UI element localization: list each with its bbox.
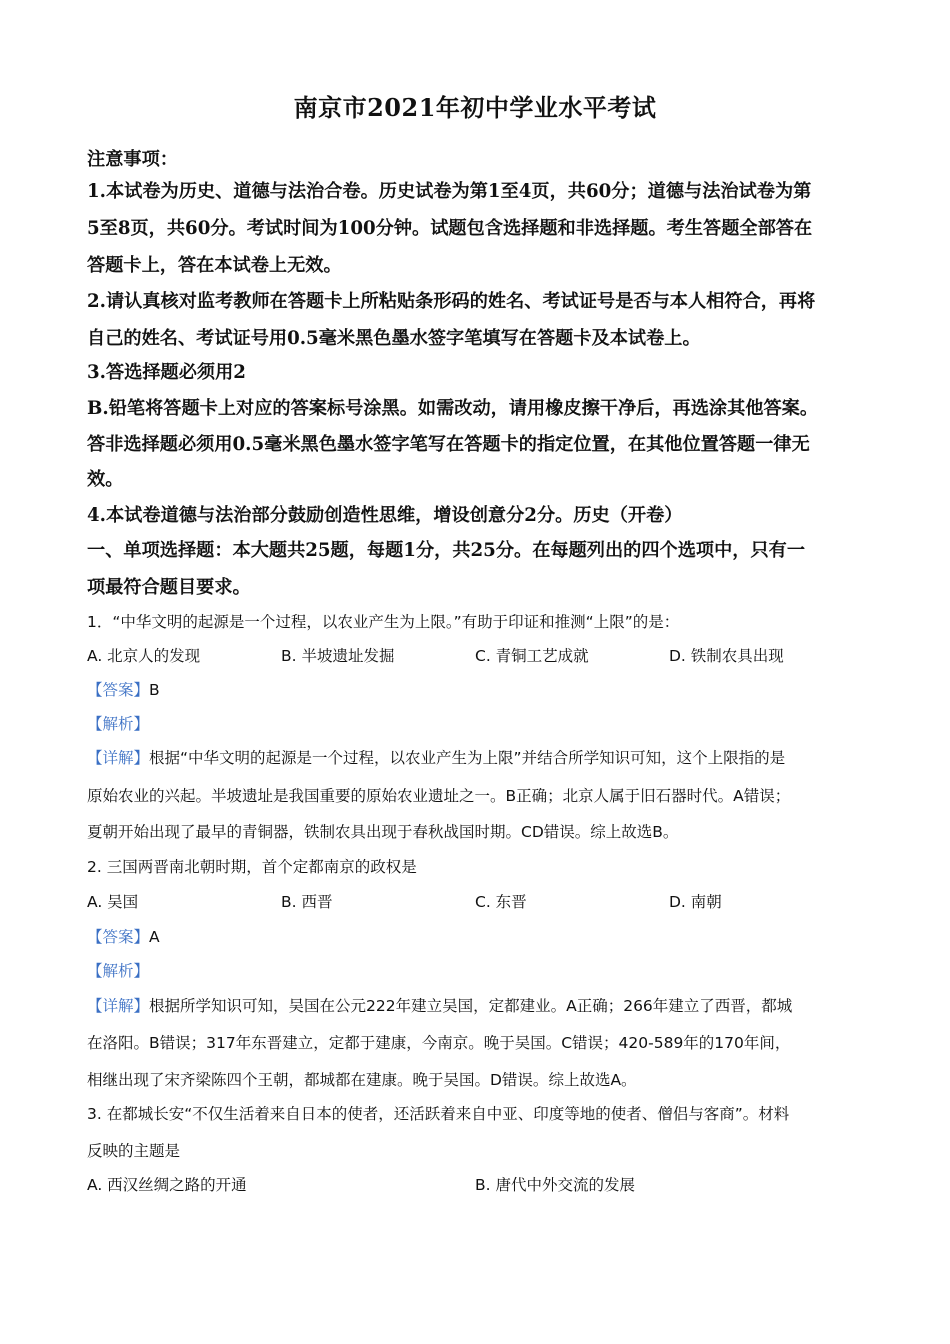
notes-line: 答题卡上，答在本试卷上无效。 (87, 255, 342, 276)
section-header: 项最符合题目要求。 (87, 577, 251, 598)
detail-line: 原始农业的兴起。半坡遗址是我国重要的原始农业遗址之一。B正确；北京人属于旧石器时代。A错误； (87, 787, 791, 805)
answer-tag: 【答案】 (87, 928, 150, 946)
page-title: 南京市2021年初中学业水平考试 (293, 93, 657, 122)
notes-line: 4.本试卷道德与法治部分鼓励创造性思维，增设创意分2分。历史（开卷） (87, 505, 683, 526)
option-b: B. 半坡遗址发掘 (281, 647, 395, 665)
detail-tag: 【详解】 (87, 997, 150, 1015)
notes-line: 效。 (87, 469, 124, 490)
detail-tag: 【详解】 (87, 749, 150, 767)
answer-value: A (149, 928, 160, 946)
option-c: C. 东晋 (475, 893, 527, 911)
detail-text: 根据所学知识可知，吴国在公元222年建立吴国，定都建业。A正确；266年建立了西晋，都城 (149, 997, 793, 1015)
section-header: 一、单项选择题：本大题共25题，每题1分，共25分。在每题列出的四个选项中，只有一 (87, 540, 806, 561)
notes-line: B.铅笔将答题卡上对应的答案标号涂黑。如需改动，请用橡皮擦干净后，再选涂其他答案。 (87, 398, 819, 419)
option-d: D. 铁制农具出现 (669, 647, 784, 665)
notes-line: 自己的姓名、考试证号用0.5毫米黑色墨水签字笔填写在答题卡及本试卷上。 (87, 328, 701, 349)
question-stem: 1．“中华文明的起源是一个过程，以农业产生为上限。”有助于印证和推测“上限”的是： (87, 613, 680, 631)
notes-line: 1.本试卷为历史、道德与法治合卷。历史试卷为第1至4页，共60分；道德与法治试卷为第 (87, 181, 812, 202)
detail-line: 相继出现了宋齐梁陈四个王朝，都城都在建康。晚于吴国。D错误。综上故选A。 (87, 1071, 637, 1089)
option-c: C. 青铜工艺成就 (475, 647, 589, 665)
question-stem: 反映的主题是 (87, 1142, 181, 1160)
notes-line: 2.请认真核对监考教师在答题卡上所粘贴条形码的姓名、考试证号是否与本人相符合，再将 (87, 291, 816, 312)
analysis-tag: 【解析】 (87, 962, 150, 980)
option-d: D. 南朝 (669, 893, 722, 911)
detail-line: 夏朝开始出现了最早的青铜器，铁制农具出现于春秋战国时期。CD错误。综上故选B。 (87, 823, 679, 841)
option-a: A. 吴国 (87, 893, 139, 911)
answer-line (87, 925, 160, 947)
option-b: B. 唐代中外交流的发展 (475, 1176, 635, 1194)
analysis-tag: 【解析】 (87, 715, 150, 733)
notes-line: 5至8页，共60分。考试时间为100分钟。试题包含选择题和非选择题。考生答题全部答在 (87, 218, 813, 239)
detail-line: 在洛阳。B错误；317年东晋建立，定都于建康，今南京。晚于吴国。C错误；420-589年的170年间， (87, 1034, 791, 1052)
notes-line: 3.答选择题必须用2 (87, 362, 246, 383)
option-b: B. 西晋 (281, 893, 333, 911)
detail-text: 根据“中华文明的起源是一个过程，以农业产生为上限”并结合所学知识可知，这个上限指的是 (149, 749, 786, 767)
notes-heading: 注意事项： (87, 149, 178, 170)
detail-line (87, 746, 785, 768)
answer-tag: 【答案】 (87, 681, 150, 699)
detail-line (87, 994, 792, 1016)
question-stem: 3. 在都城长安“不仅生活着来自日本的使者，还活跃着来自中亚、印度等地的使者、僧侣与客商”。材料 (87, 1105, 790, 1123)
answer-value: B (149, 681, 160, 699)
question-stem: 2. 三国两晋南北朝时期，首个定都南京的政权是 (87, 858, 417, 876)
option-a: A. 北京人的发现 (87, 647, 201, 665)
answer-line (87, 678, 160, 700)
option-a: A. 西汉丝绸之路的开通 (87, 1176, 247, 1194)
notes-line: 答非选择题必须用0.5毫米黑色墨水签字笔写在答题卡的指定位置，在其他位置答题一律无 (87, 434, 810, 455)
